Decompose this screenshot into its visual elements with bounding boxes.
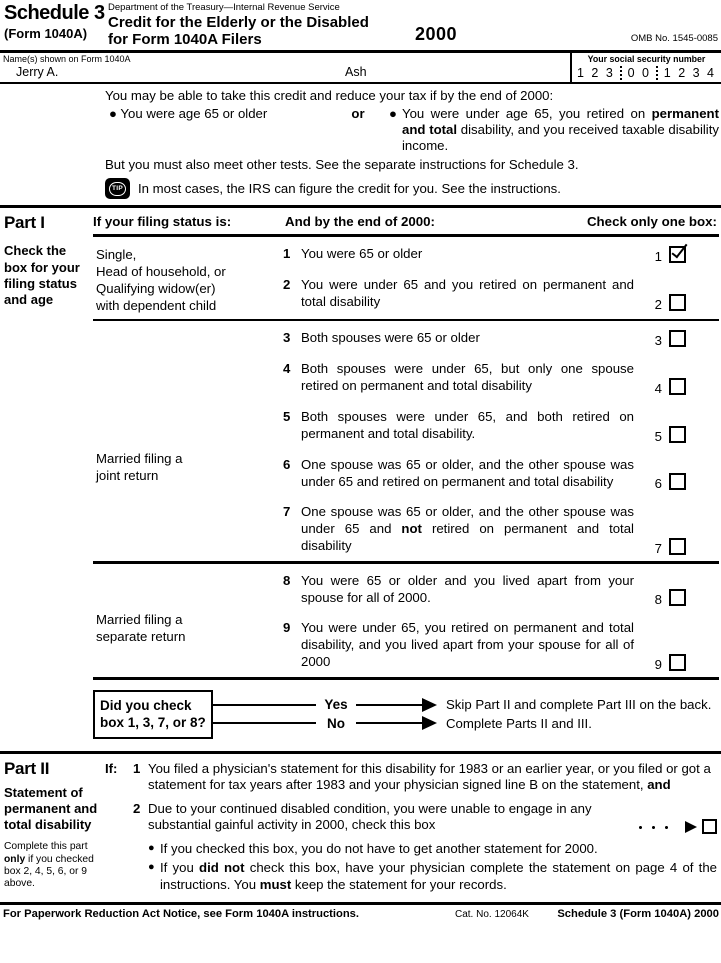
- bullet-icon: ●: [389, 106, 397, 122]
- or-word: or: [351, 106, 365, 122]
- arrow-right-icon: [685, 821, 697, 833]
- bullet-icon: ●: [148, 861, 155, 874]
- department-line: Department of the Treasury—Internal Revenue Service: [108, 2, 340, 13]
- schedule-title: Schedule 3: [4, 2, 105, 24]
- connector-line: [213, 704, 316, 706]
- connector-line: [356, 722, 422, 724]
- bullet-icon: ●: [148, 841, 155, 854]
- arrow-right-icon: [422, 716, 437, 730]
- part2-conditions: [105, 761, 717, 897]
- filing-status-separate: Married filing a separate return: [96, 611, 186, 644]
- line-9-text: You were under 65, you retired on permanent and total disability, and you lived apart from your spouse for all of 2000: [301, 620, 634, 670]
- checkbox-line-5[interactable]: [669, 426, 686, 443]
- filing-group-separate: [93, 564, 719, 677]
- part1-sidebar-text: Check the box for your filing status and age: [4, 243, 80, 308]
- filing-group-lines: [283, 330, 719, 557]
- decision-flow: [93, 690, 719, 739]
- footer-form-id: Schedule 3 (Form 1040A) 2000: [557, 908, 719, 921]
- part2-content: [105, 754, 721, 897]
- arrow-right-icon: [422, 698, 437, 712]
- part1-line-8: 8 You were 65 or older and you lived apart from your spouse for all of 2000. 8: [283, 573, 686, 607]
- ssn-label: Your social security number: [587, 54, 706, 64]
- dot-leader: [634, 826, 677, 829]
- no-label: No: [327, 715, 345, 731]
- part1-sidebar: [0, 208, 93, 750]
- tip-icon: TIP: [105, 178, 130, 199]
- part2-sidebar-title: Statement of permanent and total disability: [4, 784, 98, 833]
- name-ssn-row: [0, 50, 721, 84]
- column-header-end-of-2000: And by the end of 2000:: [285, 214, 435, 230]
- ssn-separator: [656, 66, 658, 80]
- line-8-text: You were 65 or older and you lived apart from your spouse for all of 2000.: [301, 572, 634, 605]
- filing-group-joint: [93, 321, 719, 561]
- table-rule: [93, 677, 719, 680]
- no-instruction: Complete Parts II and III.: [446, 715, 592, 731]
- checkbox-line-2[interactable]: [669, 294, 686, 311]
- last-name-value[interactable]: Ash: [345, 65, 367, 79]
- part1-label: Part I: [4, 213, 45, 233]
- part2-bullet-1: [148, 841, 717, 858]
- intro-bullet-2-text: You were under age 65, you retired on permanent and total disability, and you received taxable disability income.: [402, 106, 719, 154]
- form-header: [0, 0, 721, 50]
- checkmark-icon: [672, 241, 688, 259]
- intro-line: You may be able to take this credit and reduce your tax if by the end of 2000:: [105, 88, 554, 103]
- checkbox-line-9[interactable]: [669, 654, 686, 671]
- intro-bullet-2: [389, 106, 719, 154]
- filing-group-single: [93, 237, 719, 319]
- part1-line-9: 9 You were under 65, you retired on permanent and total disability, and you lived apart from your spouse for all of 2000 9: [283, 620, 686, 671]
- part1-content: [93, 208, 721, 750]
- line-5-text: Both spouses were under 65, and both retired on permanent and total disability.: [301, 408, 634, 441]
- line-2-text: You were under 65 and you retired on permanent and total disability: [301, 276, 634, 309]
- part2-sidebar-note: Complete this part only if you checked box 2, 4, 5, 6, or 9 above.: [4, 841, 94, 890]
- part2-item-1-text: You filed a physician's statement for this disability for 1983 or an earlier year, or you filed or got a statement for tax years after 1983 and your physician signed line B on the statement, and: [148, 760, 711, 793]
- yes-instruction: Skip Part II and complete Part III on the back.: [446, 697, 712, 713]
- part2-items: [133, 761, 717, 897]
- part1-line-1: 1 You were 65 or older 1: [283, 246, 686, 263]
- part1-section: [0, 208, 721, 750]
- form-title-line1: Credit for the Elderly or the Disabled: [108, 14, 369, 31]
- bullet-icon: ●: [109, 106, 117, 122]
- checkbox-line-7[interactable]: [669, 538, 686, 555]
- checkbox-line-4[interactable]: [669, 378, 686, 395]
- filing-status-joint: Married filing a joint return: [96, 451, 183, 484]
- part1-line-4: 4 Both spouses were under 65, but only one spouse retired on permanent and total disability 4: [283, 361, 686, 395]
- ssn-group-2: 0 0: [627, 66, 651, 80]
- filing-status-single: Single, Head of household, or Qualifying widow(er) with dependent child: [96, 246, 226, 314]
- ssn-value[interactable]: [572, 64, 721, 82]
- if-label: If:: [105, 760, 118, 776]
- part2-label: Part II: [4, 758, 50, 778]
- intro-section: [0, 84, 721, 205]
- part1-line-6: 6 One spouse was 65 or older, and the other spouse was under 65 and retired on permanent and total disability 6: [283, 457, 686, 491]
- line-3-text: Both spouses were 65 or older: [301, 330, 480, 346]
- line-6-text: One spouse was 65 or older, and the other spouse was under 65 and retired on permanent and total disability: [301, 456, 634, 489]
- part2-bullet-2: [148, 860, 717, 893]
- tax-year: 2000: [415, 24, 458, 44]
- form-title-line2: for Form 1040A Filers: [108, 31, 262, 48]
- tip-text: In most cases, the IRS can figure the credit for you. See the instructions.: [138, 180, 561, 196]
- part2-item-2: 2 Due to your continued disabled condition, you were unable to engage in any substantial gainful activity in 2000, check this box: [133, 801, 717, 834]
- decision-branches: [213, 690, 715, 739]
- filing-group-lines: [283, 246, 719, 315]
- line-7-text: One spouse was 65 or older, and the other spouse was under 65 and not retired on permanent and total disability: [301, 504, 634, 554]
- part1-line-5: 5 Both spouses were under 65, and both retired on permanent and total disability. 5: [283, 409, 686, 443]
- line-4-text: Both spouses were under 65, but only one spouse retired on permanent and total disability: [301, 361, 634, 393]
- decision-yes-branch: [213, 697, 715, 712]
- first-name-value[interactable]: Jerry A.: [16, 65, 59, 79]
- ssn-field[interactable]: [570, 53, 721, 82]
- line-1-text: You were 65 or older: [301, 246, 423, 262]
- yes-label: Yes: [324, 697, 348, 713]
- ssn-group-3: 1 2 3 4: [663, 66, 716, 80]
- checkbox-line-6[interactable]: [669, 473, 686, 490]
- decision-question-box: Did you check box 1, 3, 7, or 8?: [93, 690, 213, 739]
- intro-line: But you must also meet other tests. See the separate instructions for Schedule 3.: [105, 157, 579, 173]
- part1-line-3: 3 Both spouses were 65 or older 3: [283, 330, 686, 347]
- decision-no-branch: [213, 716, 715, 731]
- connector-line: [213, 722, 316, 724]
- part2-item-2-text: Due to your continued disabled condition, you were unable to engage in any substantial gainful activity in 2000, check this box: [148, 800, 592, 833]
- part2-item-1: 1 You filed a physician's statement for this disability for 1983 or an earlier year, or you filed or got a statement for tax years after 1983 and your physician signed line B on the statement, and: [133, 761, 717, 794]
- intro-bullets: [109, 106, 719, 154]
- ssn-group-1: 1 2 3: [577, 66, 615, 80]
- catalog-number: Cat. No. 12064K: [455, 909, 529, 921]
- part2-sidebar: [0, 754, 105, 897]
- filing-group-lines: [283, 573, 719, 673]
- form-footer: [0, 902, 721, 922]
- part1-line-7: 7 One spouse was 65 or older, and the other spouse was under 65 and not retired on permanent and total disability 7: [283, 504, 686, 555]
- checkbox-line-3[interactable]: [669, 330, 686, 347]
- part1-line-2: 2 You were under 65 and you retired on permanent and total disability 2: [283, 277, 686, 311]
- part2-bullet-1-text: If you checked this box, you do not have to get another statement for 2000.: [160, 840, 598, 856]
- checkbox-line-8[interactable]: [669, 589, 686, 606]
- intro-bullet-1: [109, 106, 327, 154]
- intro-bullet-1-text: You were age 65 or older: [120, 106, 268, 122]
- part1-column-headers: [93, 208, 719, 234]
- form-number: (Form 1040A): [4, 26, 88, 41]
- name-field-label: Name(s) shown on Form 1040A: [3, 54, 131, 64]
- omb-number: OMB No. 1545-0085: [630, 33, 718, 44]
- name-field[interactable]: [0, 53, 570, 82]
- ssn-separator: [620, 66, 622, 80]
- column-header-filing-status: If your filing status is:: [93, 214, 232, 230]
- paperwork-notice: For Paperwork Reduction Act Notice, see Form 1040A instructions.: [3, 908, 360, 921]
- connector-line: [356, 704, 422, 706]
- checkbox-part2[interactable]: [702, 819, 717, 834]
- checkbox-line-1[interactable]: [669, 246, 686, 263]
- column-header-check-one-box: Check only one box:: [586, 214, 717, 230]
- part2-bullet-2-text: If you did not check this box, have your physician complete the statement on page 4 of the instructions. You must keep the statement for your records.: [160, 860, 718, 892]
- part2-section: [0, 754, 721, 897]
- tip-row: [105, 178, 719, 199]
